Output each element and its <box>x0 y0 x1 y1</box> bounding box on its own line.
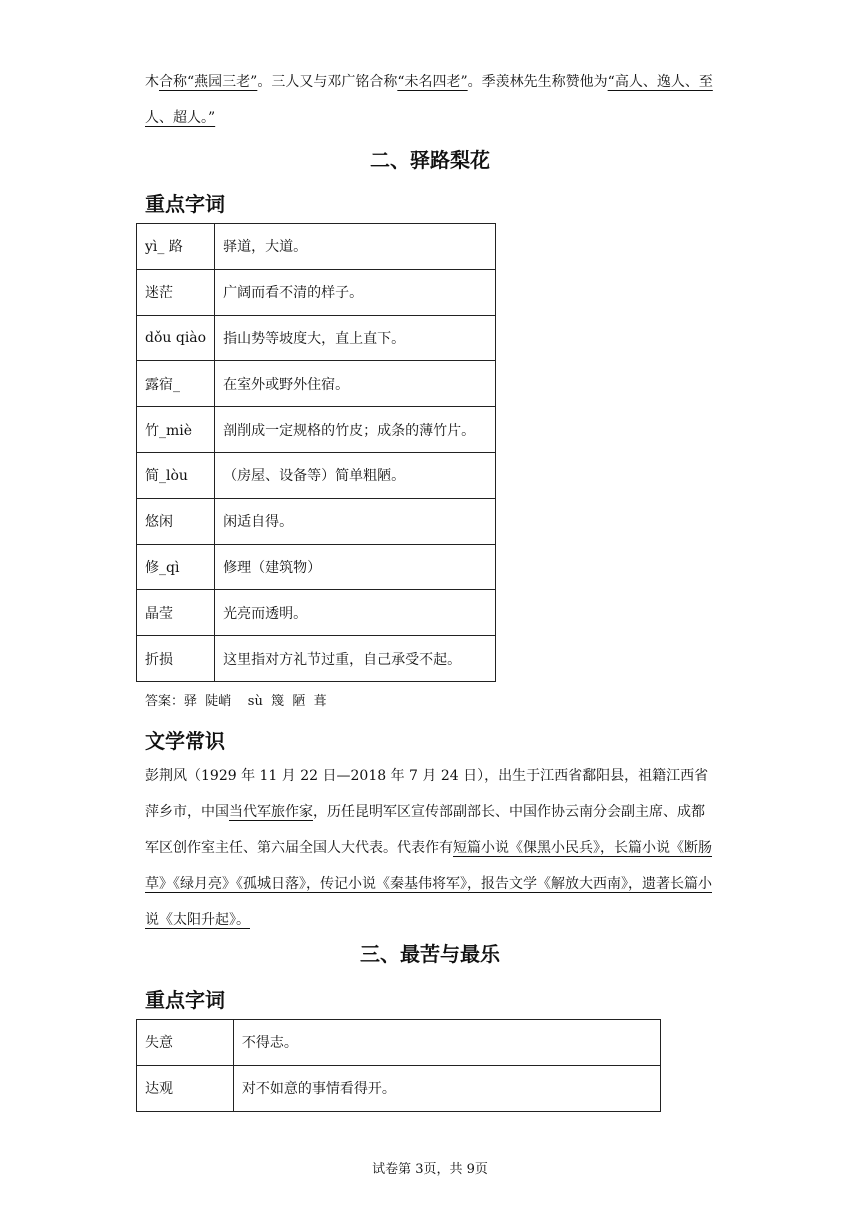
lit-underline-2: 短篇小说《倮黑小民兵》，长篇小说《断肠草》《绿月亮》《孤城日落》，传记小说《秦基伟将军》，报告文学《解放大西南》，遗著长篇小说《太阳升起》。 <box>145 840 712 928</box>
lit-text-1: 彭荆风（1929 年 11 月 22 日—2018 年 7 月 24 日），出生于江西省鄱阳县，祖籍江西省萍乡市，中国 <box>145 768 709 820</box>
vocab-meaning: 剖削成一定规格的竹皮；成条的薄竹片。 <box>215 407 496 453</box>
vocab-word: 折损 <box>137 636 215 682</box>
intro-text-3: 。季羡林先生称赞他为 <box>467 74 608 90</box>
vocab-meaning: 闲适自得。 <box>215 498 496 544</box>
vocab-meaning: 在室外或野外住宿。 <box>215 361 496 407</box>
literature-paragraph <box>145 758 715 938</box>
intro-underline-2: “未名四老” <box>397 74 468 90</box>
table-row <box>137 1020 661 1066</box>
vocab-meaning: 光亮而透明。 <box>215 590 496 636</box>
vocab-meaning: 广阔而看不清的样子。 <box>215 269 496 315</box>
table-row <box>137 498 496 544</box>
lit-text-2: ，历任昆明军区宣传部副部长、中国作协云南分会副主席、成都军区创作室主任、第六届全国人大代表。代表作有 <box>145 804 705 856</box>
intro-underline-3: “高人、逸人、至人、超人。” <box>145 74 713 126</box>
table-row <box>137 544 496 590</box>
vocab-word: 竹_miè <box>137 407 215 453</box>
table-row <box>137 361 496 407</box>
vocab-word: 失意 <box>137 1020 234 1066</box>
vocab-table-3 <box>136 1019 661 1112</box>
vocab-meaning: 对不如意的事情看得开。 <box>233 1065 660 1111</box>
table-row <box>137 1065 661 1111</box>
vocab-word: 迷茫 <box>137 269 215 315</box>
vocab-table-2 <box>136 223 496 682</box>
table-row <box>137 224 496 270</box>
vocab-word: 达观 <box>137 1065 234 1111</box>
vocab-meaning: 驿道，大道。 <box>215 224 496 270</box>
table-row <box>137 590 496 636</box>
lit-underline-1: 当代军旅作家 <box>229 804 313 820</box>
vocab-word: 修_qì <box>137 544 215 590</box>
vocab-word: 露宿_ <box>137 361 215 407</box>
table-row <box>137 636 496 682</box>
vocab-meaning: 指山势等坡度大，直上直下。 <box>215 315 496 361</box>
vocab-meaning: 不得志。 <box>233 1020 660 1066</box>
vocab-heading-3: 重点字词 <box>145 988 225 1012</box>
intro-paragraph <box>145 64 715 136</box>
vocab-meaning: （房屋、设备等）简单粗陋。 <box>215 452 496 498</box>
intro-text-2: 。三人又与邓广铭合称 <box>257 74 398 90</box>
table-row <box>137 269 496 315</box>
vocab-word: yì_ 路 <box>137 224 215 270</box>
table-row <box>137 315 496 361</box>
literature-heading: 文学常识 <box>145 729 225 753</box>
section-title-2: 二、驿路梨花 <box>370 148 490 172</box>
vocab-word: 简_lòu <box>137 452 215 498</box>
vocab-meaning: 这里指对方礼节过重，自己承受不起。 <box>215 636 496 682</box>
vocab-heading-2: 重点字词 <box>145 192 225 216</box>
section-title-3: 三、最苦与最乐 <box>360 942 500 966</box>
intro-underline-1: 合称“燕园三老” <box>159 74 258 90</box>
vocab-meaning: 修理（建筑物） <box>215 544 496 590</box>
page-footer: 试卷第 3页，共 9页 <box>372 1162 488 1177</box>
table-row <box>137 452 496 498</box>
answer-line: 答案：驿 陡峭 sù 篾 陋 葺 <box>145 694 327 709</box>
vocab-word: dǒu qiào <box>137 315 215 361</box>
vocab-word: 晶莹 <box>137 590 215 636</box>
intro-text-1: 木 <box>145 74 159 90</box>
table-row <box>137 407 496 453</box>
vocab-word: 悠闲 <box>137 498 215 544</box>
